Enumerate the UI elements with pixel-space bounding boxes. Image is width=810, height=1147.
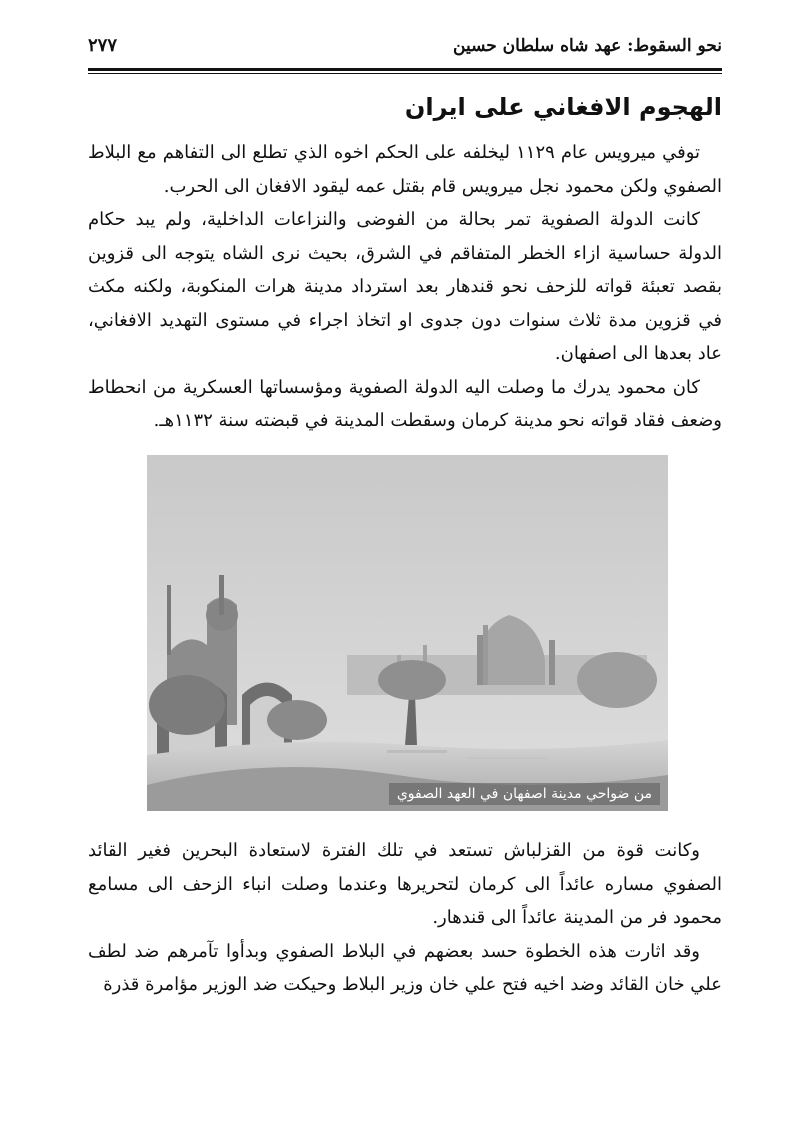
page-number: ٢٧٧ — [88, 35, 118, 56]
paragraph: وكانت قوة من القزلباش تستعد في تلك الفترة لاستعادة البحرين فغير القائد الصفوي مساره عائداً الى كرمان لتحريرها وعندما وصلت انباء الزحف الى مسامع محمود فر من المدينة عائداً الى قندهار. — [88, 840, 722, 928]
text-block-before-figure — [88, 136, 722, 438]
paragraph: كان محمود يدرك ما وصلت اليه الدولة الصفوية ومؤسساتها العسكرية من انحطاط وضعف فقاد قواته نحو مدينة كرمان وسقطت المدينة في قبضته سنة ١١٣٢هـ. — [88, 376, 722, 431]
engraving-figure — [147, 455, 668, 811]
running-header — [88, 34, 722, 60]
figure-caption: من ضواحي مدينة اصفهان في العهد الصفوي — [389, 783, 660, 805]
header-rule-thin — [88, 73, 722, 74]
engraving-illustration — [147, 455, 668, 811]
header-rule-thick — [88, 68, 722, 71]
paragraph: توفي ميرويس عام ١١٢٩ ليخلفه على الحكم اخوه الذي تطلع الى التفاهم مع البلاط الصفوي ولكن محمود نجل ميرويس قام بقتل عمه ليقود الافغان الى الحرب. — [88, 142, 722, 197]
paragraph: وقد اثارت هذه الخطوة حسد بعضهم في البلاط الصفوي وبدأوا تآمرهم ضد لطف علي خان القائد وضد اخيه فتح علي خان وزير البلاط وحيكت ضد الوزير مؤامرة قذرة — [88, 940, 722, 995]
running-title: نحو السقوط: عهد شاه سلطان حسين — [453, 36, 722, 56]
paragraph: كانت الدولة الصفوية تمر بحالة من الفوضى والنزاعات الداخلية، ولم يبد حكام الدولة حساسية ازاء الخطر المتفاقم في الشرق، بحيث نرى الشاه يتوجه الى قزوين بقصد تعبئة قواته للزحف نحو قندهار بعد استرداد مدينة هرات المنكوبة، ولكنه مكث في قزوين مدة ثلاث سنوات دون جدوى او اتخاذ اجراء في مستوى التهديد الافغاني، عاد بعدها الى اصفهان. — [88, 209, 722, 364]
text-block-after-figure — [88, 834, 722, 1002]
section-title: الهجوم الافغاني على ايران — [404, 93, 722, 121]
